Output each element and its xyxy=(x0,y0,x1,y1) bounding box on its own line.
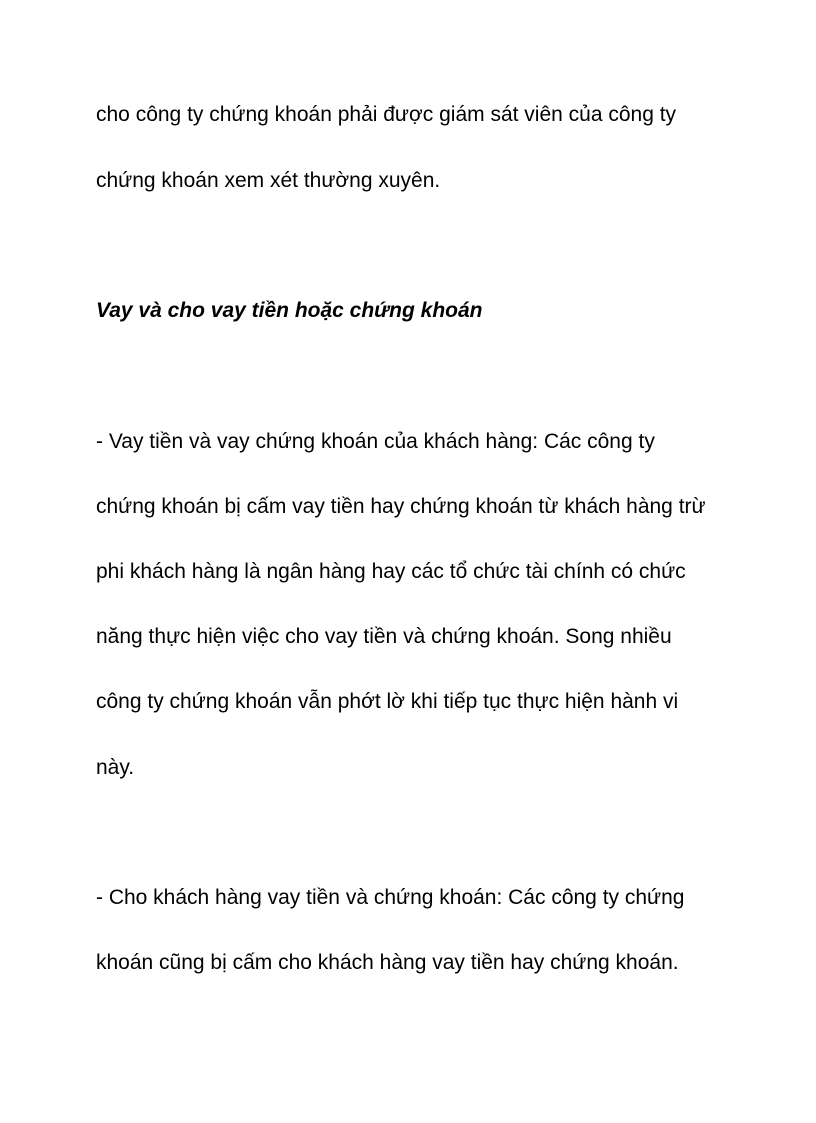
paragraph-2-line-5: công ty chứng khoán vẫn phớt lờ khi tiếp tục thực hiện hành vi xyxy=(96,690,679,713)
paragraph-2-line-6: này. xyxy=(96,756,135,779)
paragraph-2-line-3: phi khách hàng là ngân hàng hay các tổ chức tài chính có chức xyxy=(96,560,686,583)
paragraph-3-line-1: - Cho khách hàng vay tiền và chứng khoán: Các công ty chứng xyxy=(96,886,685,909)
paragraph-2-line-4: năng thực hiện việc cho vay tiền và chứng khoán. Song nhiều xyxy=(96,625,672,648)
paragraph-1-line-1: cho công ty chứng khoán phải được giám sát viên của công ty xyxy=(96,103,677,126)
paragraph-2-line-1: - Vay tiền và vay chứng khoán của khách hàng: Các công ty xyxy=(96,430,655,453)
paragraph-1-line-2: chứng khoán xem xét thường xuyên. xyxy=(96,169,441,192)
section-heading: Vay và cho vay tiền hoặc chứng khoán xyxy=(96,299,483,322)
paragraph-3-line-2: khoán cũng bị cấm cho khách hàng vay tiền hay chứng khoán. xyxy=(96,951,679,974)
paragraph-2-line-2: chứng khoán bị cấm vay tiền hay chứng khoán từ khách hàng trừ xyxy=(96,495,706,518)
